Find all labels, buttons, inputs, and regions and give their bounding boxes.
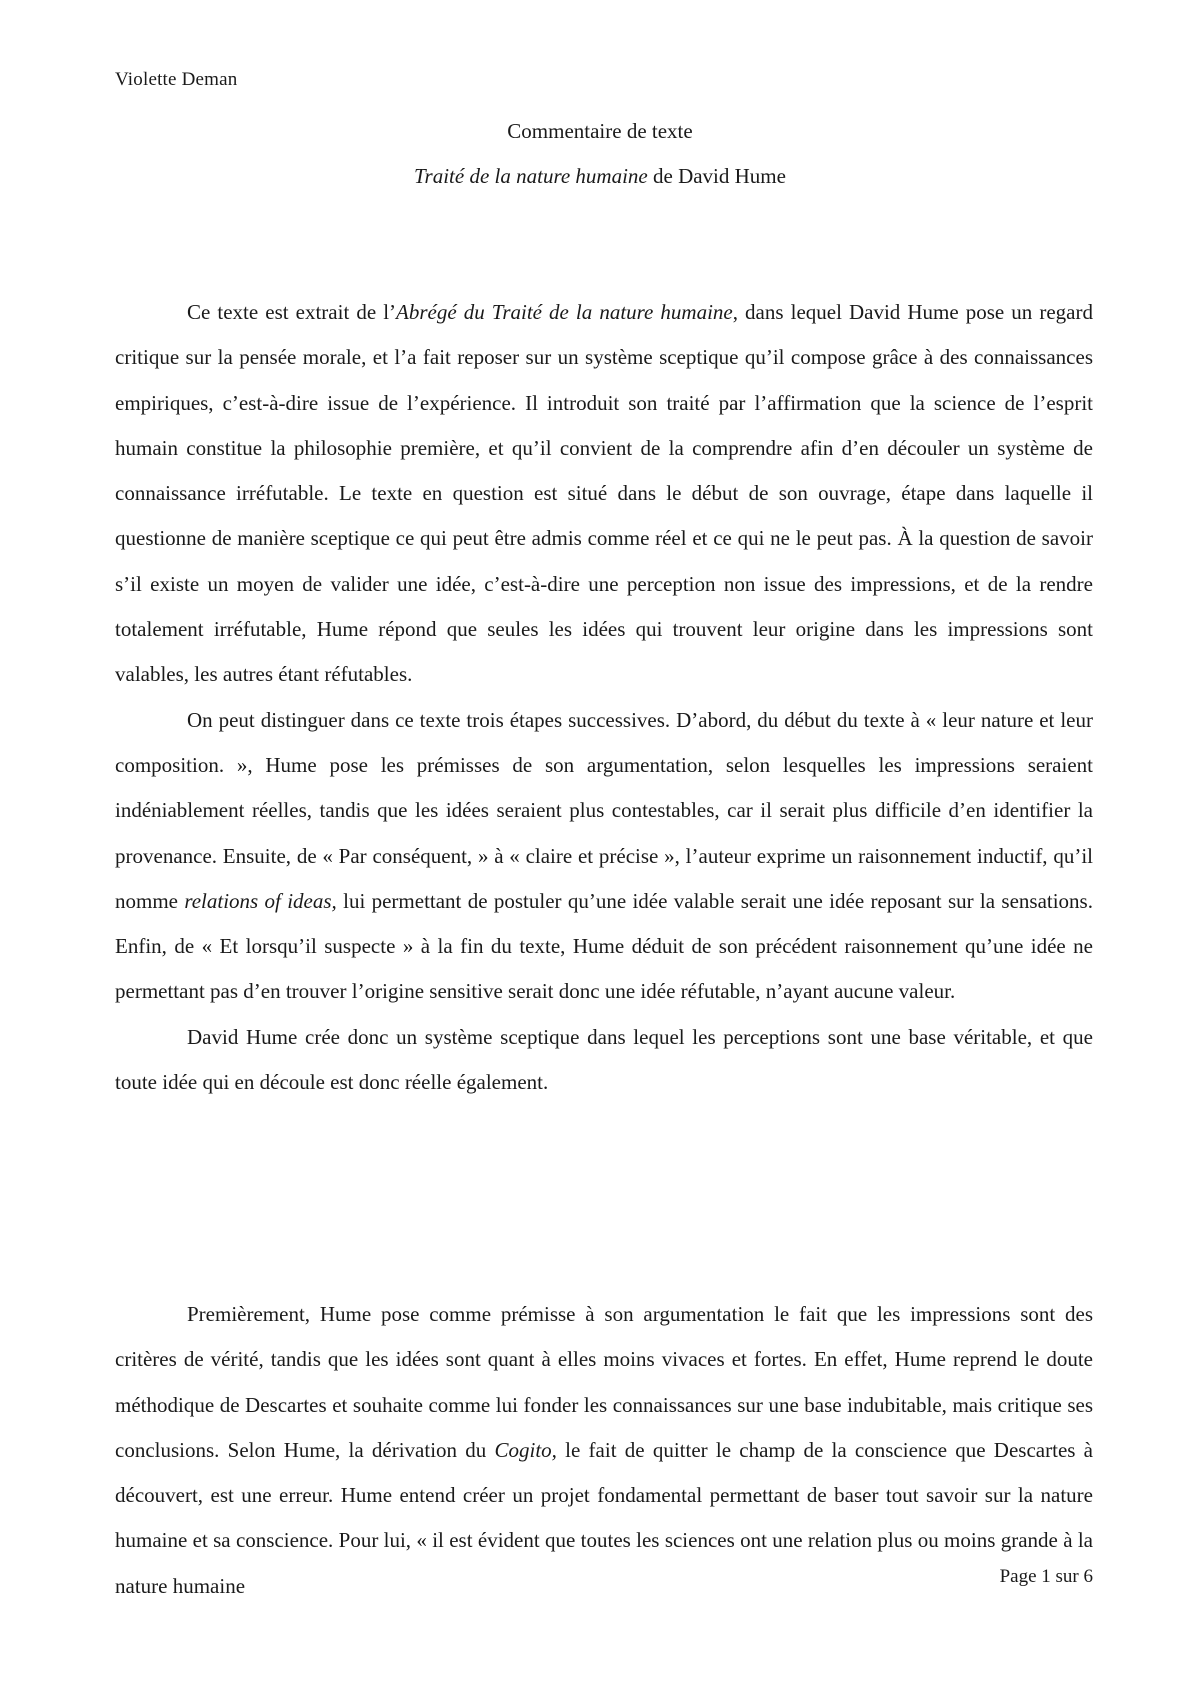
term-italic: Cogito, [494, 1437, 557, 1462]
paragraph-text: lui permettant de postuler qu’une idée valable serait une idée reposant sur la sensations. Enfin, de « Et lorsqu’il suspecte » à la fin du texte, Hume déduit de son précédent raisonnement qu’une idée ne permettant pas d’en trouver l’origine sensitive serait donc une idée réfutable, n’ayant aucune valeur. [115, 888, 1093, 1004]
introduction-section [115, 290, 1093, 1105]
author-name: Violette Deman [115, 69, 238, 90]
first-part-section [115, 1292, 1093, 1609]
document-title [0, 162, 1200, 190]
paragraph-text: Ce texte est extrait de l’ [187, 300, 397, 324]
book-title-italic: Abrégé du Traité de la nature humaine [396, 300, 733, 324]
paragraph: David Hume crée donc un système sceptique dans lequel les perceptions sont une base véritable, et que toute idée qui en découle est donc réelle également. [115, 1024, 1093, 1095]
term-italic: relations of ideas, [184, 888, 337, 913]
paragraph [115, 1292, 1093, 1609]
paragraph-text: , dans lequel David Hume pose un regard critique sur la pensée morale, et l’a fait reposer sur un système sceptique qu’il compose grâce à des connaissances empiriques, c’est-à-dire issue de l’expérience. Il introduit son traité par l’affirmation que la science de l’esprit humain constitue la philosophie première, et qu’il convient de la comprendre afin d’en découler un système de connaissance irréfutable. Le texte en question est situé dans le début de son ouvrage, étape dans laquelle il questionne de manière sceptique ce qui peut être admis comme réel et ce qui ne le peut pas. À la question de savoir s’il existe un moyen de valider une idée, c’est-à-dire une perception non issue des impressions, et de la rendre totalement irréfutable, Hume répond que seules les idées qui trouvent leur origine dans les impressions sont valables, les autres étant réfutables. [115, 300, 1093, 687]
title-rest: de David Hume [647, 164, 786, 188]
paragraph-text: le fait de quitter le champ de la conscience que Descartes à découvert, est une erreur. Hume entend créer un projet fondamental permettant de baser tout savoir sur la nature humaine et sa conscience. Pour lui, « il est évident que toutes les sciences ont une relation plus ou moins grande à la nature humaine [115, 1437, 1093, 1598]
document-type: Commentaire de texte [507, 119, 693, 143]
paragraph [115, 290, 1093, 698]
page-number: Page 1 sur 6 [999, 1566, 1093, 1587]
title-italic: Traité de la nature humaine [414, 164, 648, 188]
paragraph [115, 698, 1093, 1015]
paragraph-text: On peut distinguer dans ce texte trois étapes successives. D’abord, du début du texte à « leur nature et leur composition. », Hume pose les prémisses de son argumentation, selon lesquelles les impressions seraient indéniablement réelles, tandis que les idées seraient plus contestables, car il serait plus difficile d’en identifier la provenance. Ensuite, de « Par conséquent, » à « claire et précise », l’auteur exprime un raisonnement inductif, qu’il nomme [115, 707, 1093, 913]
paragraph-text: Premièrement, Hume pose comme prémisse à son argumentation le fait que les impressions sont des critères de vérité, tandis que les idées sont quant à elles moins vivaces et fortes. En effet, Hume reprend le doute méthodique de Descartes et souhaite comme lui fonder les connaissances sur une base indubitable, mais critique ses conclusions. Selon Hume, la dérivation du [115, 1302, 1093, 1462]
